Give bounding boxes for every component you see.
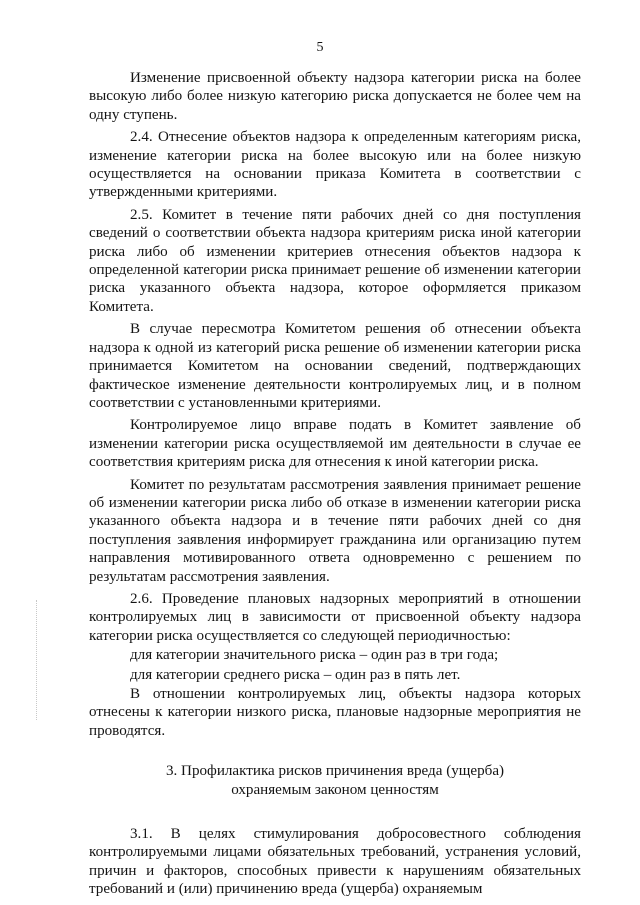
scan-margin-artifact (36, 600, 38, 720)
paragraph-3-1: 3.1. В целях стимулирования добросовестного соблюдения контролируемыми лицами обязательных требований, устранения условий, причин и факторов, способных привести к нарушениям обязательных требований и (или) причинению вреда (ущерба) охраняемым (89, 826, 581, 898)
page-number: 5 (316, 40, 324, 55)
list-item-significant-risk: для категории значительного риска – один раз в три года; (130, 647, 499, 664)
paragraph-category-change-limit: Изменение присвоенной объекту надзора категории риска на более высокую либо более низкую категорию риска допускается не более чем на одну ступень. (89, 70, 581, 123)
document-body (89, 69, 581, 903)
section-3-heading-line-2: охраняемым законом ценностям (231, 781, 439, 798)
paragraph-application-right: Контролируемое лицо вправе подать в Комитет заявление об изменении категории риска осуществляемой им деятельности в случае ее соответствия критериям риска для отнесения к иной категории риска. (89, 417, 581, 471)
list-item-medium-risk: для категории среднего риска – один раз в пять лет. (130, 666, 461, 683)
paragraph-2-5: 2.5. Комитет в течение пяти рабочих дней со дня поступления сведений о соответствии объекта надзора критериям риска иной категории риска либо об изменении критериев отнесения объектов надзора к определенной категории риска принимает решение об изменении категории риска указанного объекта надзора, которое оформляется приказом Комитета. (89, 206, 581, 315)
paragraph-review-decision: В случае пересмотра Комитетом решения об отнесении объекта надзора к одной из категорий риска решение об изменении категории риска принимается Комитетом на основании сведений, подтверждающих фактическое изменение деятельности контролируемых лиц, и в полном соответствии с установленными критериями. (89, 321, 581, 411)
paragraph-2-4: 2.4. Отнесение объектов надзора к определенным категориям риска, изменение категории риска на более высокую или на более низкую осуществляется на основании приказа Комитета в соответствии с утвержденными критериями. (89, 129, 581, 201)
paragraph-application-result: Комитет по результатам рассмотрения заявления принимает решение об изменении категории риска либо об отказе в изменении категории риска указанного объекта надзора и в течение пяти рабочих дней со дня поступления заявления информирует гражданина или организацию путем направления мотивированного ответа одновременно с решением по результатам рассмотрения заявления. (89, 476, 581, 585)
section-3-heading-line-1: 3. Профилактика рисков причинения вреда (ущерба) (165, 763, 505, 780)
paragraph-2-6: 2.6. Проведение плановых надзорных мероприятий в отношении контролируемых лиц в зависимости от присвоенной объекту надзора категории риска осуществляется со следующей периодичностью: (89, 590, 581, 644)
paragraph-low-risk: В отношении контролируемых лиц, объекты надзора которых отнесены к категории низкого риска, плановые надзорные мероприятия не проводятся. (89, 686, 581, 739)
section-3-heading (89, 762, 581, 799)
